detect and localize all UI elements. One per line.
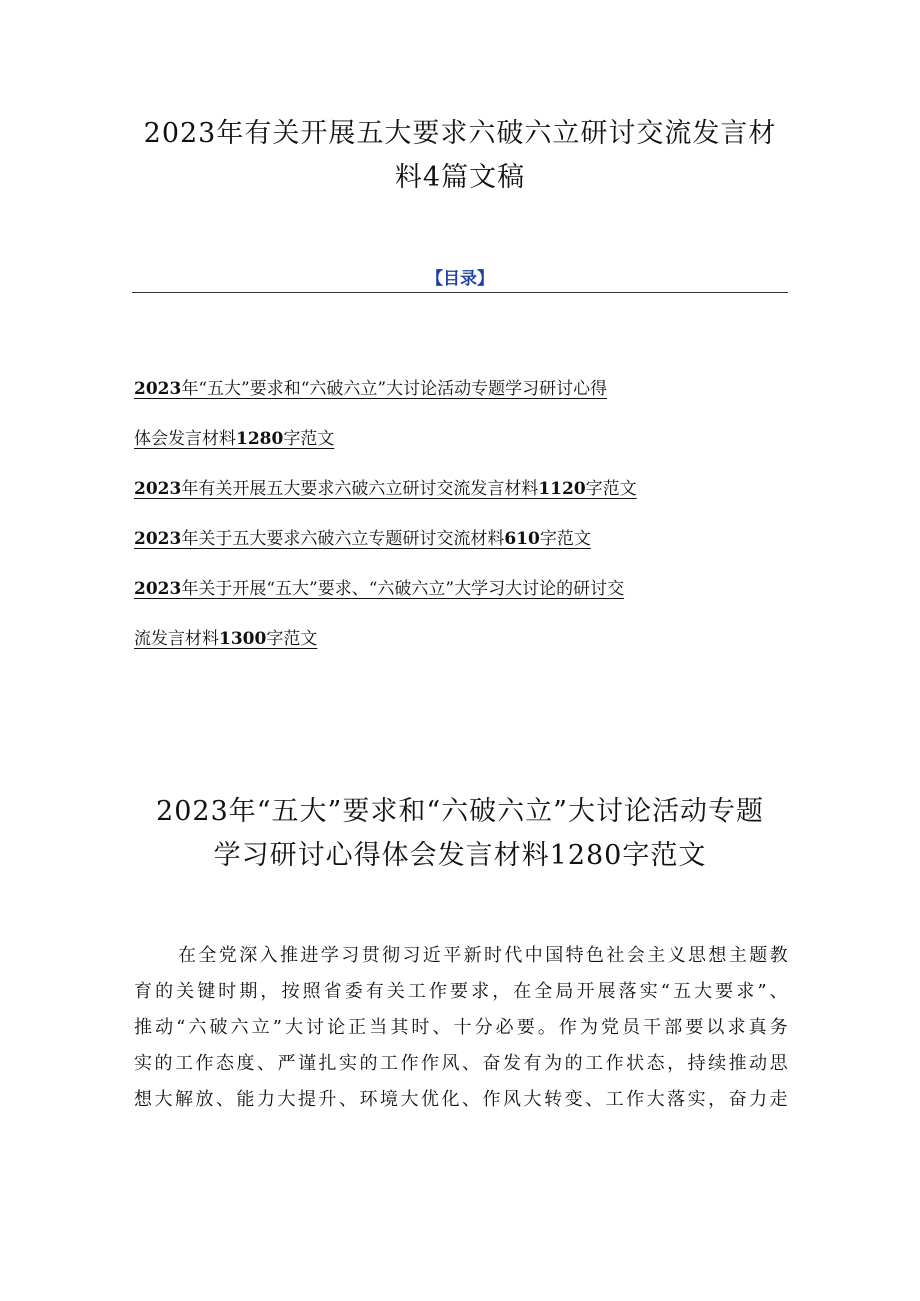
body-paragraph [134,938,788,1118]
paragraph-line: 育的关键时期，按照省委有关工作要求，在全局开展落实“五大要求”、 [134,981,788,1002]
toc-entry-1[interactable] [134,364,774,464]
document-title [120,112,800,200]
section-title-line1: 2023年“五大”要求和“六破六立”大讨论活动专题 [156,796,764,827]
toc-divider [132,292,788,293]
toc-heading: 【目录】 [426,269,494,289]
toc-text: 年“五大”要求和“六破六立”大讨论活动专题学习研讨心得 [181,379,608,399]
toc-link-line[interactable] [134,514,591,564]
toc-year: 2023 [134,529,182,549]
toc-text: 字范文 [266,629,318,649]
toc-entry-2[interactable] [134,464,774,514]
section-title-line2: 学习研讨心得体会发言材料1280字范文 [213,840,707,871]
section-title [120,790,800,878]
toc-wordcount: 1280 [236,429,284,449]
paragraph-line: 想大解放、能力大提升、环境大优化、作风大转变、工作大落实，奋力走 [134,1089,788,1110]
toc-text: 字范文 [283,429,335,449]
document-title-line2: 料4篇文稿 [394,162,526,193]
document-title-line1: 2023年有关开展五大要求六破六立研讨交流发言材 [143,118,777,149]
toc-entry-4[interactable] [134,564,774,664]
toc-link-line[interactable] [134,364,607,414]
toc-link-line[interactable] [134,414,334,464]
toc-entry-3[interactable] [134,514,774,564]
toc-year: 2023 [134,379,182,399]
toc-text: 年关于开展“五大”要求、“六破六立”大学习大讨论的研讨交 [181,579,625,599]
toc-text: 年有关开展五大要求六破六立研讨交流发言材料 [181,479,539,499]
toc-wordcount: 610 [504,529,540,549]
paragraph-line: 在全党深入推进学习贯彻习近平新时代中国特色社会主义思想主题教 [178,945,788,966]
table-of-contents [134,364,774,664]
toc-wordcount: 1300 [219,629,267,649]
toc-link-line[interactable] [134,464,637,514]
paragraph-line: 推动“六破六立”大讨论正当其时、十分必要。作为党员干部要以求真务 [134,1017,788,1038]
toc-text: 体会发言材料 [134,429,236,449]
toc-text: 字范文 [585,479,637,499]
toc-text: 年关于五大要求六破六立专题研讨交流材料 [181,529,505,549]
toc-link-line[interactable] [134,614,317,664]
paragraph-line: 实的工作态度、严谨扎实的工作作风、奋发有为的工作状态，持续推动思 [134,1053,788,1074]
toc-year: 2023 [134,479,182,499]
toc-link-line[interactable] [134,564,624,614]
toc-year: 2023 [134,579,182,599]
toc-text: 流发言材料 [134,629,219,649]
toc-wordcount: 1120 [538,479,586,499]
toc-text: 字范文 [539,529,591,549]
